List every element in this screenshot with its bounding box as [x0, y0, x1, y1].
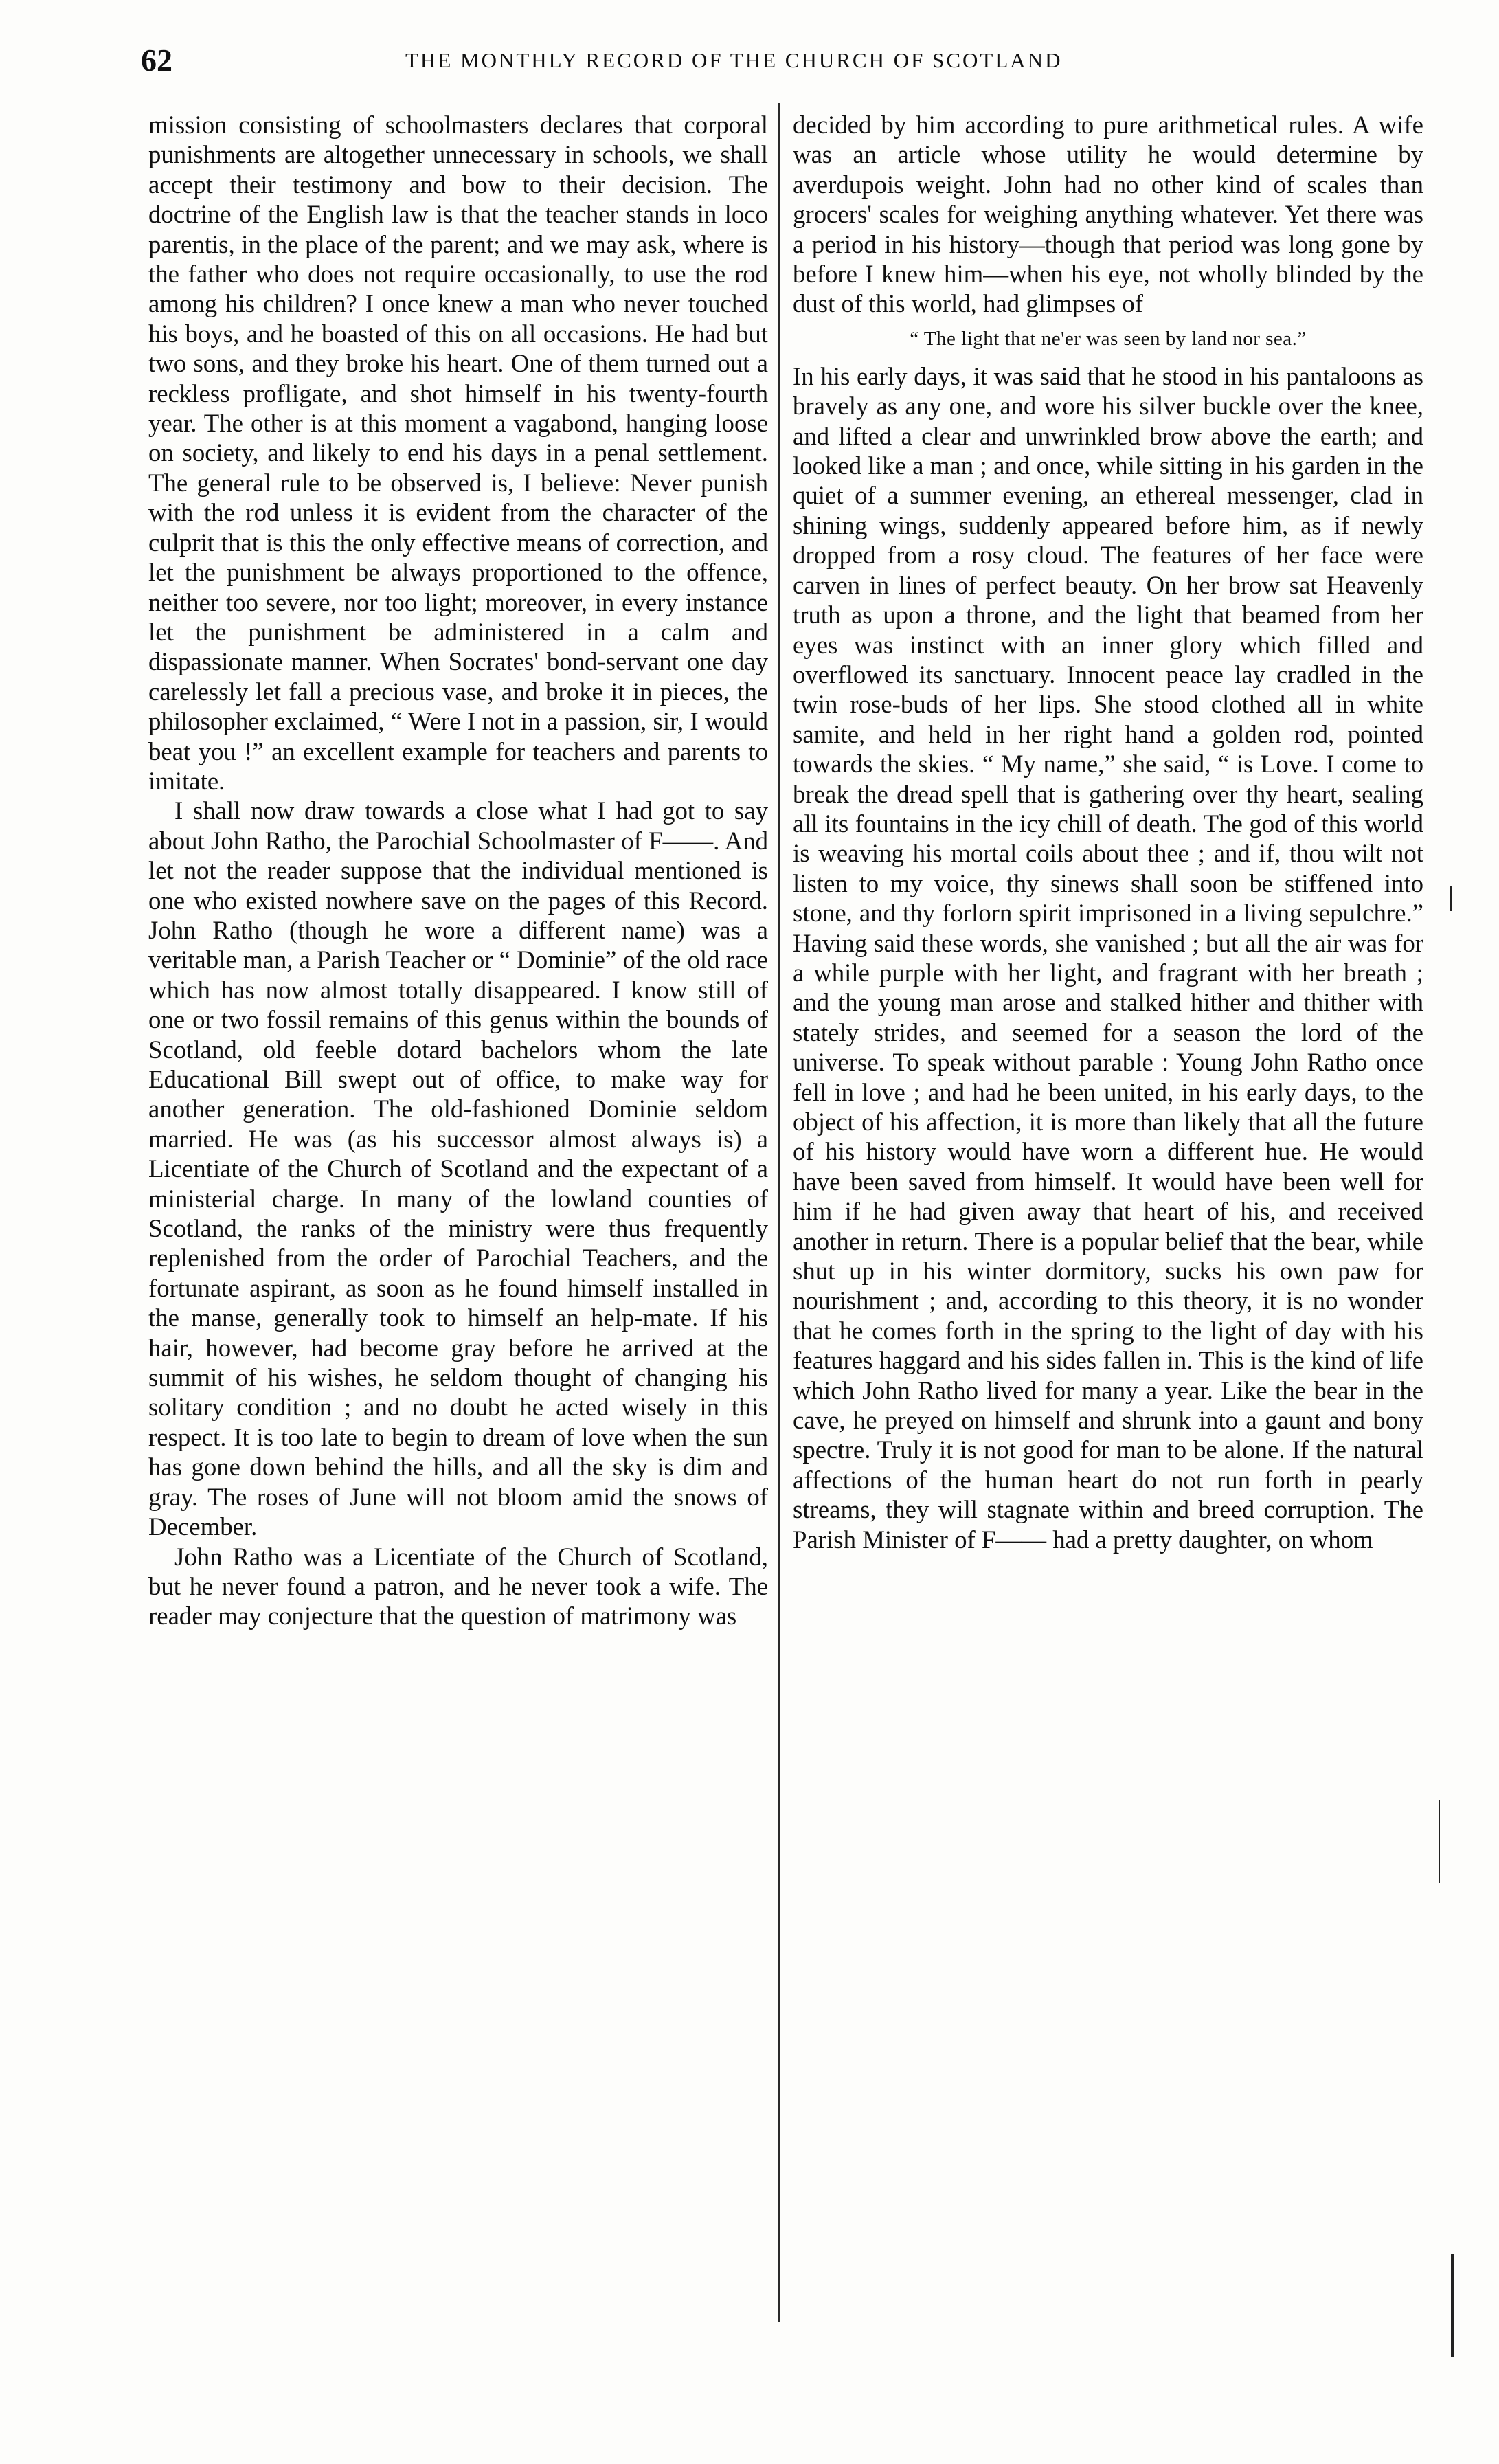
paragraph: I shall now draw towards a close what I had got to say about John Ratho, the Parochial Schoolmaster of F——. And let not the reader suppose that the individual mentioned is one who existed nowhere save on the pages of this Record. John Ratho (though he wore a different name) was a veritable man, a Parish Teacher or “ Dominie” of the old race which has now almost totally disappeared. I know still of one or two fossil remains of this genus within the bounds of Scotland, old feeble dotard bachelors whom the late Educational Bill swept out of office, to make way for another generation. The old-fashioned Dominie seldom married. He was (as his successor almost always is) a Licentiate of the Church of Scotland and the expectant of a ministerial charge. In many of the lowland counties of Scotland, the ranks of the ministry were thus frequently replenished from the order of Parochial Teachers, and the fortunate aspirant, as soon as he found himself installed in the manse, generally took to himself an help-mate. If his hair, however, had become gray before he arrived at the summit of his wishes, he seldom thought of changing his solitary condition ; and no doubt he acted wisely in this respect. It is too late to begin to dream of love when the sun has gone down behind the hills, and all the sky is dim and gray. The roses of June will not bloom amid the snows of December. [148, 796, 768, 1541]
right-column [793, 110, 1423, 1554]
paragraph: decided by him according to pure arithmetical rules. A wife was an article whose utility he would determine by averdupois weight. John had no other kind of scales than grocers' scales for weighing anything whatever. Yet there was a period in his history—though that period was long gone by before I knew him—when his eye, not wholly blinded by the dust of this world, had glimpses of [793, 111, 1423, 318]
paragraph: John Ratho was a Licentiate of the Church of Scotland, but he never found a patron, and he never took a wife. The reader may conjecture that the question of matrimony was [148, 1542, 768, 1631]
page-number: 62 [141, 43, 172, 78]
margin-mark [1450, 886, 1452, 911]
block-quote: “ The light that ne'er was seen by land nor sea.” [910, 327, 1307, 350]
left-column [148, 110, 768, 1631]
paragraph: In his early days, it was said that he stood in his pantaloons as bravely as any one, and wore his silver buckle over the knee, and lifted a clear and unwrinkled brow above the earth; and looked like a man ; and once, while sitting in his garden in the quiet of a summer evening, an ethereal messenger, clad in shining wings, suddenly appeared before him, as if newly dropped from a rosy cloud. The features of her face were carven in lines of perfect beauty. On her brow sat Heavenly truth as upon a throne, and the light that beamed from her eyes was instinct with an inner glory which filled and overflowed its sanctuary. Innocent peace lay cradled in the twin rose-buds of her lips. She stood clothed all in white samite, and held in her right hand a golden rod, pointed towards the skies. “ My name,” she said, “ is Love. I come to break the dread spell that is gathering over thy heart, sealing all its fountains in the icy chill of death. The god of this world is weaving his mortal coils about thee ; and if, thou wilt not listen to my voice, thy sinews shall soon be stiffened into stone, and thy forlorn spirit imprisoned in a living sepulchre.” Having said these words, she vanished ; but all the air was for a while purple with her light, and fragrant with her breath ; and the young man arose and stalked hither and thither with stately strides, and seemed for a season the lord of the universe. To speak without parable : Young John Ratho once fell in love ; and had he been united, in his early days, to the object of his affection, it is more than likely that all the future of his history would have worn a different hue. He would have been saved from himself. It would have been well for him if he had given away that heart of his, and received another in return. There is a popular belief that the bear, while shut up in his winter dormitory, sucks his own paw for nourishment ; and, according to this theory, it is no wonder that he comes forth in the spring to the light of day with his features haggard and his sides fallen in. This is the kind of life which John Ratho lived for many a year. Like the bear in the cave, he preyed on himself and shrunk into a gaunt and bony spectre. Truly it is not good for man to be alone. If the natural affections of the human heart do not run forth in pearly streams, they will stagnate within and breed corruption. The Parish Minister of F—— had a pretty daughter, on whom [793, 361, 1423, 1554]
running-title: THE MONTHLY RECORD OF THE CHURCH OF SCOTLAND [405, 48, 1063, 72]
running-head [0, 40, 1499, 81]
page-edge-mark [1451, 2254, 1454, 2357]
paragraph: mission consisting of schoolmasters declares that corporal punishments are altogether unnecessary in schools, we shall accept their testimony and bow to their decision. The doctrine of the English law is that the teacher stands in loco parentis, in the place of the parent; and we may ask, where is the father who does not require occasionally, to use the rod among his children? I once knew a man who never touched his boys, and he boasted of this on all occasions. He had but two sons, and they broke his heart. One of them turned out a reckless profligate, and shot himself in his twenty-fourth year. The other is at this moment a vagabond, hanging loose on society, and likely to end his days in a penal settlement. The general rule to be observed is, I believe: Never punish with the rod unless it is evident from the character of the culprit that is this the only effective means of correction, and let the punishment be always proportioned to the offence, neither too severe, nor too light; moreover, in every instance let the punishment be administered in a calm and dispassionate manner. When Socrates' bond-servant one day carelessly let fall a precious vase, and broke it in pieces, the philosopher exclaimed, “ Were I not in a passion, sir, I would beat you !” an excellent example for teachers and parents to imitate. [148, 111, 768, 795]
column-rule [778, 103, 780, 2322]
margin-mark [1439, 1800, 1440, 1883]
